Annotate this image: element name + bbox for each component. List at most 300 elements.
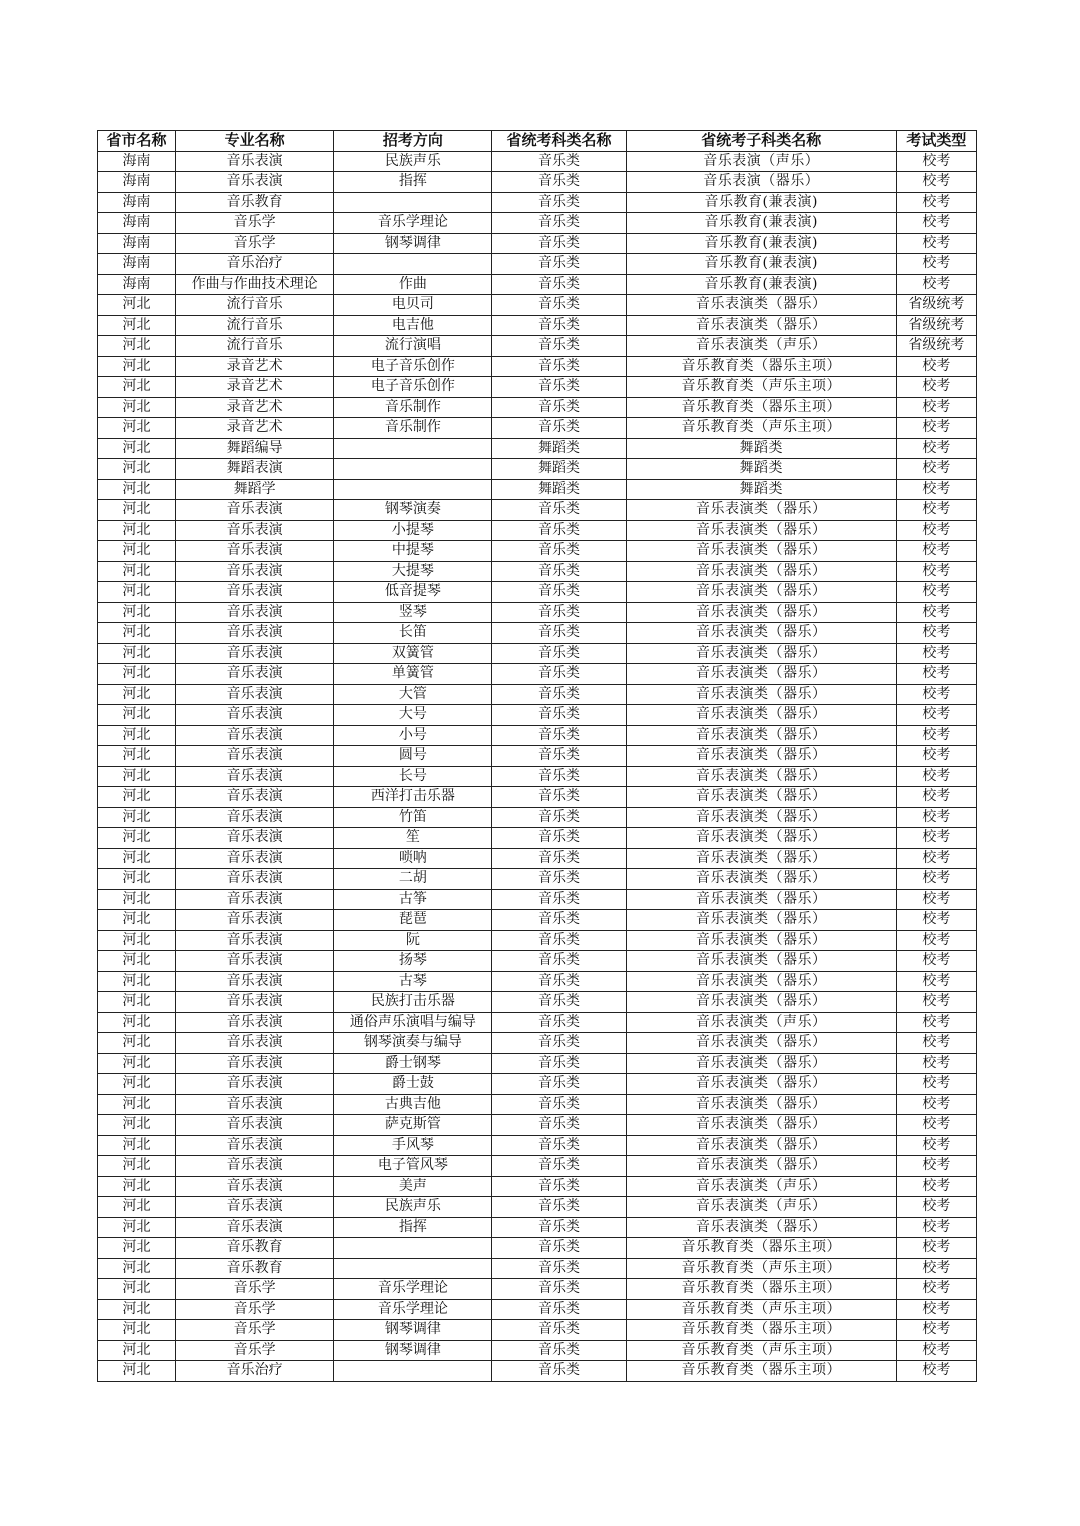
major-cell: 音乐表演 (176, 787, 334, 808)
province-cell: 河北 (98, 889, 176, 910)
subcategory-cell: 音乐表演类（器乐） (626, 766, 896, 787)
direction-cell: 音乐学理论 (334, 213, 492, 234)
exam-type-cell: 校考 (896, 848, 976, 869)
category-cell: 音乐类 (492, 582, 626, 603)
exam-type-cell: 校考 (896, 992, 976, 1013)
subcategory-cell: 音乐表演类（声乐） (626, 1197, 896, 1218)
category-cell: 音乐类 (492, 1299, 626, 1320)
subcategory-cell: 音乐表演类（器乐） (626, 520, 896, 541)
major-cell: 音乐表演 (176, 971, 334, 992)
subcategory-cell: 音乐表演类（器乐） (626, 910, 896, 931)
province-cell: 河北 (98, 1238, 176, 1259)
province-cell: 河北 (98, 397, 176, 418)
subcategory-cell: 音乐表演类（器乐） (626, 643, 896, 664)
table-row (98, 233, 977, 254)
direction-cell: 钢琴调律 (334, 1340, 492, 1361)
exam-type-cell: 校考 (896, 356, 976, 377)
category-cell: 音乐类 (492, 1176, 626, 1197)
exam-type-cell: 省级统考 (896, 315, 976, 336)
major-cell: 音乐表演 (176, 1012, 334, 1033)
province-cell: 海南 (98, 172, 176, 193)
major-cell: 音乐学 (176, 233, 334, 254)
table-row (98, 889, 977, 910)
subcategory-cell: 音乐教育类（声乐主项） (626, 377, 896, 398)
category-cell: 音乐类 (492, 213, 626, 234)
category-cell: 音乐类 (492, 951, 626, 972)
province-cell: 河北 (98, 561, 176, 582)
province-cell: 河北 (98, 295, 176, 316)
major-cell: 音乐表演 (176, 828, 334, 849)
table-row (98, 787, 977, 808)
direction-cell: 二胡 (334, 869, 492, 890)
direction-cell: 古筝 (334, 889, 492, 910)
province-cell: 河北 (98, 459, 176, 480)
category-cell: 音乐类 (492, 1361, 626, 1382)
province-cell: 河北 (98, 1299, 176, 1320)
direction-cell: 低音提琴 (334, 582, 492, 603)
category-cell: 音乐类 (492, 787, 626, 808)
subcategory-cell: 音乐表演类（器乐） (626, 684, 896, 705)
subcategory-cell: 音乐表演类（器乐） (626, 295, 896, 316)
exam-type-cell: 省级统考 (896, 295, 976, 316)
table-row (98, 664, 977, 685)
direction-cell: 钢琴调律 (334, 1320, 492, 1341)
direction-cell: 美声 (334, 1176, 492, 1197)
major-cell: 音乐学 (176, 1340, 334, 1361)
direction-cell: 钢琴演奏与编导 (334, 1033, 492, 1054)
direction-cell: 指挥 (334, 1217, 492, 1238)
direction-cell: 电子管风琴 (334, 1156, 492, 1177)
subcategory-cell: 音乐表演类（器乐） (626, 1033, 896, 1054)
province-cell: 河北 (98, 582, 176, 603)
province-cell: 河北 (98, 479, 176, 500)
table-row (98, 254, 977, 275)
subcategory-cell: 音乐表演类（器乐） (626, 705, 896, 726)
category-cell: 音乐类 (492, 910, 626, 931)
province-cell: 河北 (98, 971, 176, 992)
province-cell: 河北 (98, 848, 176, 869)
major-cell: 音乐学 (176, 1320, 334, 1341)
subcategory-cell: 音乐表演类（器乐） (626, 807, 896, 828)
exam-type-cell: 校考 (896, 418, 976, 439)
exam-type-cell: 校考 (896, 725, 976, 746)
table-row (98, 500, 977, 521)
category-cell: 音乐类 (492, 254, 626, 275)
table-row (98, 623, 977, 644)
major-cell: 音乐治疗 (176, 1361, 334, 1382)
direction-cell: 爵士鼓 (334, 1074, 492, 1095)
subcategory-cell: 音乐教育类（器乐主项） (626, 1320, 896, 1341)
province-cell: 河北 (98, 1053, 176, 1074)
direction-cell (334, 479, 492, 500)
subcategory-cell: 音乐表演类（声乐） (626, 1012, 896, 1033)
direction-cell: 民族声乐 (334, 151, 492, 172)
table-row (98, 992, 977, 1013)
category-cell: 音乐类 (492, 1217, 626, 1238)
direction-cell: 音乐制作 (334, 418, 492, 439)
direction-cell: 电吉他 (334, 315, 492, 336)
table-row (98, 705, 977, 726)
direction-cell: 音乐制作 (334, 397, 492, 418)
subcategory-cell: 音乐表演类（器乐） (626, 992, 896, 1013)
table-row (98, 971, 977, 992)
exam-type-cell: 校考 (896, 1320, 976, 1341)
subcategory-cell: 音乐表演类（器乐） (626, 1074, 896, 1095)
category-cell: 音乐类 (492, 274, 626, 295)
category-cell: 音乐类 (492, 1279, 626, 1300)
table-row (98, 1258, 977, 1279)
exam-type-cell: 校考 (896, 438, 976, 459)
table-row (98, 1033, 977, 1054)
province-cell: 河北 (98, 869, 176, 890)
major-cell: 音乐表演 (176, 643, 334, 664)
major-cell: 音乐表演 (176, 664, 334, 685)
subcategory-cell: 音乐教育类（器乐主项） (626, 1279, 896, 1300)
exam-type-cell: 校考 (896, 213, 976, 234)
province-cell: 河北 (98, 418, 176, 439)
category-cell: 音乐类 (492, 1012, 626, 1033)
exam-type-cell: 校考 (896, 274, 976, 295)
category-cell: 音乐类 (492, 1053, 626, 1074)
table-row (98, 315, 977, 336)
subcategory-cell: 音乐表演类（器乐） (626, 582, 896, 603)
subcategory-cell: 音乐表演（声乐） (626, 151, 896, 172)
direction-cell: 竖琴 (334, 602, 492, 623)
category-cell: 音乐类 (492, 1094, 626, 1115)
direction-cell: 小提琴 (334, 520, 492, 541)
table-row (98, 356, 977, 377)
table-row (98, 725, 977, 746)
major-cell: 音乐表演 (176, 930, 334, 951)
category-cell: 音乐类 (492, 151, 626, 172)
direction-cell: 琵琶 (334, 910, 492, 931)
category-cell: 音乐类 (492, 500, 626, 521)
table-row (98, 1094, 977, 1115)
table-row (98, 766, 977, 787)
table-row (98, 1238, 977, 1259)
subcategory-cell: 音乐表演（器乐） (626, 172, 896, 193)
category-cell: 音乐类 (492, 561, 626, 582)
subcategory-cell: 音乐表演类（器乐） (626, 971, 896, 992)
category-cell: 音乐类 (492, 356, 626, 377)
category-cell: 音乐类 (492, 869, 626, 890)
exam-type-cell: 校考 (896, 561, 976, 582)
category-cell: 音乐类 (492, 1340, 626, 1361)
exam-type-cell: 校考 (896, 787, 976, 808)
province-cell: 河北 (98, 356, 176, 377)
subcategory-cell: 音乐教育类（声乐主项） (626, 418, 896, 439)
table-row (98, 930, 977, 951)
category-cell: 音乐类 (492, 889, 626, 910)
direction-cell: 中提琴 (334, 541, 492, 562)
subcategory-cell: 音乐教育类（器乐主项） (626, 1238, 896, 1259)
major-cell: 音乐表演 (176, 500, 334, 521)
exam-type-cell: 校考 (896, 951, 976, 972)
category-cell: 音乐类 (492, 971, 626, 992)
category-cell: 音乐类 (492, 930, 626, 951)
direction-cell: 古典吉他 (334, 1094, 492, 1115)
subcategory-cell: 音乐教育类（声乐主项） (626, 1299, 896, 1320)
province-cell: 河北 (98, 541, 176, 562)
exam-type-cell: 校考 (896, 1115, 976, 1136)
table-row (98, 1299, 977, 1320)
province-cell: 河北 (98, 377, 176, 398)
direction-cell: 扬琴 (334, 951, 492, 972)
table-row (98, 807, 977, 828)
exam-type-cell: 校考 (896, 1135, 976, 1156)
exam-type-cell: 校考 (896, 1197, 976, 1218)
direction-cell: 西洋打击乐器 (334, 787, 492, 808)
table-row (98, 213, 977, 234)
category-cell: 音乐类 (492, 1320, 626, 1341)
exam-type-cell: 校考 (896, 1012, 976, 1033)
category-cell: 音乐类 (492, 1135, 626, 1156)
province-cell: 海南 (98, 151, 176, 172)
major-cell: 音乐表演 (176, 705, 334, 726)
exam-type-cell: 校考 (896, 602, 976, 623)
province-cell: 河北 (98, 500, 176, 521)
exam-type-cell: 校考 (896, 479, 976, 500)
major-cell: 录音艺术 (176, 356, 334, 377)
category-cell: 音乐类 (492, 233, 626, 254)
table-row (98, 520, 977, 541)
category-cell: 音乐类 (492, 397, 626, 418)
province-cell: 河北 (98, 602, 176, 623)
category-cell: 音乐类 (492, 643, 626, 664)
subcategory-cell: 音乐表演类（器乐） (626, 828, 896, 849)
category-cell: 音乐类 (492, 315, 626, 336)
subcategory-cell: 音乐表演类（器乐） (626, 561, 896, 582)
exam-type-cell: 校考 (896, 1074, 976, 1095)
subcategory-cell: 音乐表演类（声乐） (626, 336, 896, 357)
province-cell: 河北 (98, 828, 176, 849)
category-cell: 音乐类 (492, 1074, 626, 1095)
province-cell: 河北 (98, 336, 176, 357)
major-cell: 音乐表演 (176, 889, 334, 910)
direction-cell: 指挥 (334, 172, 492, 193)
direction-cell: 古琴 (334, 971, 492, 992)
province-cell: 河北 (98, 1074, 176, 1095)
exam-type-cell: 校考 (896, 397, 976, 418)
table-row (98, 848, 977, 869)
major-cell: 音乐表演 (176, 602, 334, 623)
table-row (98, 1217, 977, 1238)
direction-cell: 唢呐 (334, 848, 492, 869)
province-cell: 河北 (98, 684, 176, 705)
major-cell: 音乐学 (176, 213, 334, 234)
category-cell: 音乐类 (492, 295, 626, 316)
table-row (98, 377, 977, 398)
category-cell: 音乐类 (492, 992, 626, 1013)
province-cell: 河北 (98, 787, 176, 808)
major-cell: 音乐教育 (176, 1258, 334, 1279)
exam-type-cell: 校考 (896, 1279, 976, 1300)
direction-cell: 笙 (334, 828, 492, 849)
category-cell: 舞蹈类 (492, 479, 626, 500)
category-cell: 音乐类 (492, 623, 626, 644)
subcategory-cell: 音乐教育(兼表演) (626, 192, 896, 213)
subcategory-cell: 音乐表演类（器乐） (626, 664, 896, 685)
exam-type-cell: 校考 (896, 705, 976, 726)
exam-type-cell: 校考 (896, 151, 976, 172)
exam-type-cell: 校考 (896, 541, 976, 562)
direction-cell: 单簧管 (334, 664, 492, 685)
table-row (98, 910, 977, 931)
category-cell: 音乐类 (492, 664, 626, 685)
table-row (98, 438, 977, 459)
province-cell: 河北 (98, 910, 176, 931)
direction-cell: 电子音乐创作 (334, 377, 492, 398)
province-cell: 河北 (98, 1176, 176, 1197)
exam-type-cell: 校考 (896, 1258, 976, 1279)
major-cell: 音乐教育 (176, 1238, 334, 1259)
direction-cell: 电贝司 (334, 295, 492, 316)
category-cell: 音乐类 (492, 1033, 626, 1054)
direction-cell: 竹笛 (334, 807, 492, 828)
major-cell: 流行音乐 (176, 336, 334, 357)
category-cell: 音乐类 (492, 1197, 626, 1218)
major-cell: 音乐表演 (176, 561, 334, 582)
category-cell: 音乐类 (492, 848, 626, 869)
major-cell: 音乐表演 (176, 725, 334, 746)
direction-cell: 大管 (334, 684, 492, 705)
category-cell: 舞蹈类 (492, 438, 626, 459)
province-cell: 河北 (98, 705, 176, 726)
major-cell: 音乐治疗 (176, 254, 334, 275)
province-cell: 河北 (98, 1258, 176, 1279)
category-cell: 音乐类 (492, 602, 626, 623)
category-cell: 音乐类 (492, 766, 626, 787)
province-cell: 河北 (98, 1115, 176, 1136)
major-cell: 舞蹈表演 (176, 459, 334, 480)
major-cell: 音乐表演 (176, 1176, 334, 1197)
province-cell: 河北 (98, 1033, 176, 1054)
header-direction: 招考方向 (334, 131, 492, 152)
direction-cell: 作曲 (334, 274, 492, 295)
exam-type-cell: 校考 (896, 192, 976, 213)
major-cell: 舞蹈学 (176, 479, 334, 500)
exam-type-cell: 校考 (896, 1156, 976, 1177)
exam-type-cell: 校考 (896, 766, 976, 787)
province-cell: 河北 (98, 438, 176, 459)
major-cell: 作曲与作曲技术理论 (176, 274, 334, 295)
table-row (98, 828, 977, 849)
category-cell: 音乐类 (492, 541, 626, 562)
subcategory-cell: 音乐教育类（器乐主项） (626, 1361, 896, 1382)
major-cell: 音乐表演 (176, 746, 334, 767)
province-cell: 河北 (98, 643, 176, 664)
exam-type-cell: 校考 (896, 1053, 976, 1074)
direction-cell (334, 459, 492, 480)
exam-type-cell: 省级统考 (896, 336, 976, 357)
exam-type-cell: 校考 (896, 377, 976, 398)
subcategory-cell: 音乐表演类（器乐） (626, 315, 896, 336)
header-exam-type: 考试类型 (896, 131, 976, 152)
table-row (98, 541, 977, 562)
exam-type-cell: 校考 (896, 1238, 976, 1259)
major-cell: 音乐表演 (176, 541, 334, 562)
subcategory-cell: 舞蹈类 (626, 459, 896, 480)
table-row (98, 602, 977, 623)
subcategory-cell: 音乐表演类（器乐） (626, 623, 896, 644)
subcategory-cell: 音乐表演类（器乐） (626, 848, 896, 869)
table-row (98, 1156, 977, 1177)
province-cell: 河北 (98, 520, 176, 541)
subcategory-cell: 音乐表演类（器乐） (626, 787, 896, 808)
province-cell: 河北 (98, 623, 176, 644)
province-cell: 河北 (98, 1012, 176, 1033)
table-row (98, 1074, 977, 1095)
major-cell: 音乐学 (176, 1279, 334, 1300)
subcategory-cell: 音乐表演类（器乐） (626, 1053, 896, 1074)
category-cell: 音乐类 (492, 1238, 626, 1259)
exam-type-cell: 校考 (896, 172, 976, 193)
exam-type-cell: 校考 (896, 684, 976, 705)
exam-type-cell: 校考 (896, 1176, 976, 1197)
direction-cell: 民族打击乐器 (334, 992, 492, 1013)
major-cell: 音乐表演 (176, 1217, 334, 1238)
table-row (98, 561, 977, 582)
province-cell: 河北 (98, 315, 176, 336)
major-cell: 音乐表演 (176, 910, 334, 931)
table-row (98, 1135, 977, 1156)
major-cell: 音乐教育 (176, 192, 334, 213)
exam-type-cell: 校考 (896, 910, 976, 931)
province-cell: 河北 (98, 1217, 176, 1238)
subcategory-cell: 舞蹈类 (626, 479, 896, 500)
direction-cell (334, 254, 492, 275)
subcategory-cell: 音乐教育(兼表演) (626, 254, 896, 275)
province-cell: 河北 (98, 1279, 176, 1300)
exam-type-cell: 校考 (896, 254, 976, 275)
table-row (98, 459, 977, 480)
province-cell: 海南 (98, 233, 176, 254)
province-cell: 河北 (98, 766, 176, 787)
subcategory-cell: 舞蹈类 (626, 438, 896, 459)
table-row (98, 951, 977, 972)
direction-cell: 大号 (334, 705, 492, 726)
subcategory-cell: 音乐表演类（器乐） (626, 1217, 896, 1238)
major-cell: 音乐表演 (176, 807, 334, 828)
table-row (98, 1340, 977, 1361)
subcategory-cell: 音乐表演类（器乐） (626, 889, 896, 910)
table-header (98, 131, 977, 152)
table-row (98, 1053, 977, 1074)
table-row (98, 192, 977, 213)
category-cell: 音乐类 (492, 807, 626, 828)
subcategory-cell: 音乐教育(兼表演) (626, 233, 896, 254)
table-row (98, 336, 977, 357)
province-cell: 河北 (98, 1340, 176, 1361)
table-row (98, 172, 977, 193)
table-row (98, 151, 977, 172)
direction-cell: 音乐学理论 (334, 1299, 492, 1320)
category-cell: 音乐类 (492, 705, 626, 726)
table-row (98, 1012, 977, 1033)
table-row (98, 274, 977, 295)
direction-cell: 钢琴调律 (334, 233, 492, 254)
major-cell: 音乐表演 (176, 951, 334, 972)
subcategory-cell: 音乐表演类（器乐） (626, 725, 896, 746)
category-cell: 音乐类 (492, 1258, 626, 1279)
province-cell: 海南 (98, 274, 176, 295)
subcategory-cell: 音乐教育类（声乐主项） (626, 1340, 896, 1361)
major-cell: 音乐表演 (176, 1156, 334, 1177)
table-row (98, 643, 977, 664)
direction-cell: 长笛 (334, 623, 492, 644)
exam-type-cell: 校考 (896, 582, 976, 603)
major-cell: 音乐表演 (176, 151, 334, 172)
